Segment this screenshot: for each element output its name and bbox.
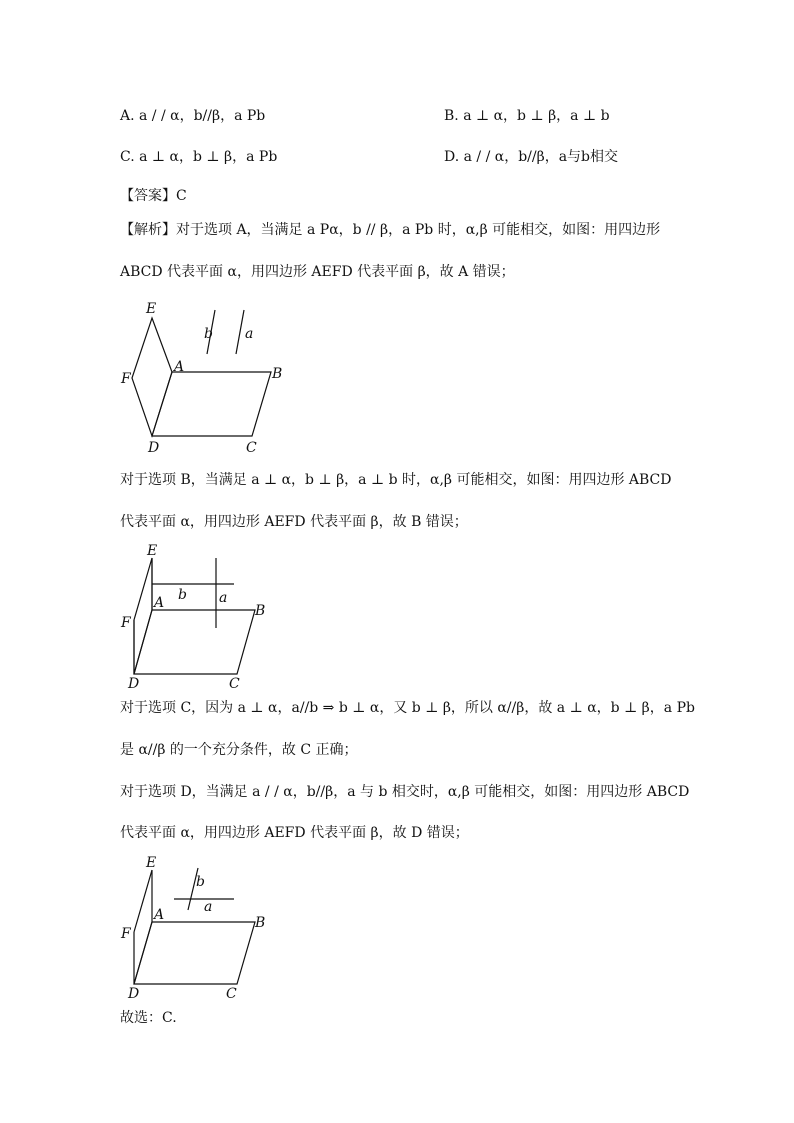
conclusion-line: 故选：C.	[120, 1010, 177, 1026]
label-line-b: b	[196, 874, 205, 890]
analysis-c-line2: 是 α//β 的一个充分条件，故 C 正确；	[120, 742, 358, 758]
option-a: A. a / / α，b//β，a Pb	[120, 108, 266, 124]
analysis-a-line1: 【解析】对于选项 A，当满足 a Pα，b // β，a Pb 时，α,β 可能相交，如图：用四边形	[120, 222, 661, 238]
label-c: C	[246, 440, 257, 456]
option-d: D. a / / α，b//β，a与b相交	[444, 149, 619, 165]
analysis-d-line1: 对于选项 D，当满足 a / / α，b//β，a 与 b 相交时，α,β 可能相交，如图：用四边形 ABCD	[120, 784, 690, 800]
plane-abcd-1	[152, 372, 271, 436]
analysis-b-line2: 代表平面 α，用四边形 AEFD 代表平面 β，故 B 错误；	[120, 514, 468, 530]
analysis-d-line2: 代表平面 α，用四边形 AEFD 代表平面 β，故 D 错误；	[120, 825, 469, 841]
figure-3	[112, 852, 312, 1006]
label-line-a: a	[245, 326, 254, 342]
label-b-point: B	[255, 603, 266, 619]
label-f: F	[121, 371, 131, 387]
line-a-1	[236, 310, 244, 354]
label-line-b: b	[178, 587, 187, 603]
plane-aefd-1	[132, 318, 172, 436]
option-c: C. a ⊥ α，b ⊥ β，a Pb	[120, 149, 278, 165]
label-d: D	[128, 676, 140, 692]
label-a: A	[154, 595, 165, 611]
option-b: B. a ⊥ α，b ⊥ β，a ⊥ b	[444, 108, 610, 124]
label-e: E	[146, 855, 157, 871]
plane-abcd-2	[134, 610, 255, 674]
plane-aefd-2	[134, 558, 152, 674]
label-e: E	[146, 301, 157, 317]
label-b-point: B	[272, 366, 283, 382]
label-f: F	[121, 615, 131, 631]
label-c: C	[229, 676, 240, 692]
label-f: F	[121, 926, 131, 942]
label-line-b: b	[204, 326, 213, 342]
plane-abcd-3	[134, 922, 255, 984]
label-e: E	[147, 543, 158, 559]
label-line-a: a	[204, 899, 213, 915]
label-c: C	[226, 986, 237, 1002]
analysis-c-line1: 对于选项 C，因为 a ⊥ α，a//b ⇒ b ⊥ α，又 b ⊥ β，所以 α//β，故 a ⊥ α，b ⊥ β，a Pb	[120, 700, 695, 716]
answer-line: 【答案】C	[120, 188, 187, 204]
label-a: A	[154, 907, 165, 923]
analysis-b-line1: 对于选项 B，当满足 a ⊥ α，b ⊥ β，a ⊥ b 时，α,β 可能相交，如图：用四边形 ABCD	[120, 472, 672, 488]
label-d: D	[128, 986, 140, 1002]
label-a: A	[174, 359, 185, 375]
label-line-a: a	[219, 590, 228, 606]
analysis-a-line2: ABCD 代表平面 α，用四边形 AEFD 代表平面 β，故 A 错误；	[120, 264, 515, 280]
figure-2	[112, 540, 312, 696]
label-d: D	[148, 440, 160, 456]
label-b-point: B	[255, 915, 266, 931]
figure-1	[112, 296, 312, 462]
